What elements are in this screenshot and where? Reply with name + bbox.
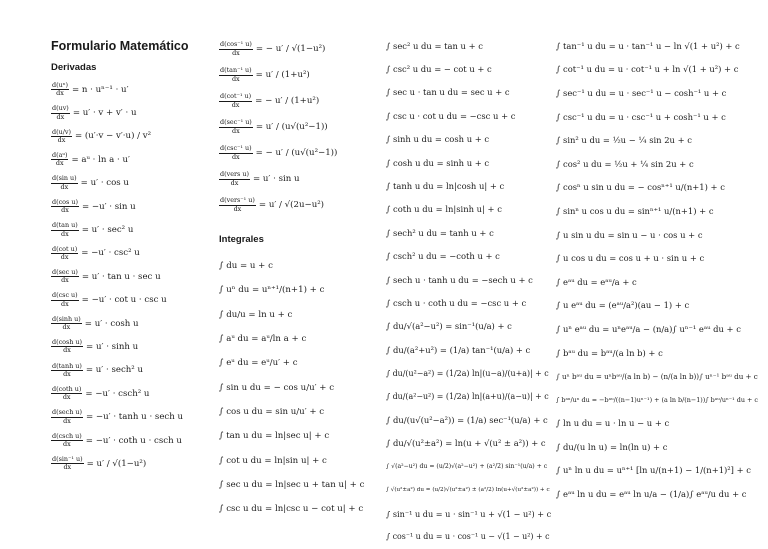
derivative-fraction xyxy=(219,41,253,57)
formula-text: ∫ √(u²±a²) du = (u/2)√(u²±a²) ± (a²/2) ln(u+√(u²±a²)) + c xyxy=(386,487,550,494)
integral-formula xyxy=(386,432,551,455)
formula-text: ∫ du/(a²−u²) = (1/2a) ln|(a+u)/(a−u)| + c xyxy=(386,392,549,402)
integral-formula xyxy=(219,375,379,399)
formula-result: = u′ / (u√(u²−1)) xyxy=(255,122,328,132)
derivative-fraction xyxy=(51,82,69,98)
fraction-numerator: d(sin u) xyxy=(52,174,77,183)
fraction-denominator: dx xyxy=(60,182,69,191)
formula-text: ∫ eᵃᵘ ln u du = eᵃᵘ ln u/a − (1/a)∫ eᵃᵘ/u du + c xyxy=(556,489,747,500)
integral-formula xyxy=(556,34,761,58)
fraction-numerator: d(tan u) xyxy=(52,221,78,230)
integral-formula xyxy=(556,128,761,152)
derivative-fraction xyxy=(51,409,83,425)
derivative-list-2 xyxy=(219,36,379,218)
integral-list-2 xyxy=(386,34,551,549)
integral-formula xyxy=(386,81,551,104)
integral-formula xyxy=(556,105,761,129)
derivative-fraction xyxy=(51,456,84,472)
formula-result: = −u′ · csc² u xyxy=(81,248,140,259)
fraction-numerator: d(csc⁻¹ u) xyxy=(220,144,252,153)
derivative-fraction xyxy=(51,222,79,238)
fraction-denominator: dx xyxy=(63,416,71,425)
derivative-formula xyxy=(51,242,211,265)
section-heading-derivatives: Derivadas xyxy=(51,62,97,73)
fraction-numerator: d(uv) xyxy=(52,104,69,113)
section-heading-integrals: Integrales xyxy=(219,234,264,245)
integral-formula xyxy=(556,246,761,270)
fraction-denominator: dx xyxy=(60,252,69,261)
formula-result: = −u′ · sin u xyxy=(81,201,136,212)
formula-result: = −u′ · cot u · csc u xyxy=(81,295,167,306)
fraction-denominator: dx xyxy=(231,152,240,161)
integral-formula xyxy=(219,448,379,472)
integral-formula xyxy=(386,478,551,501)
formula-text: ∫ du/√(a²−u²) = sin⁻¹(u/a) + c xyxy=(386,321,512,332)
formula-text: ∫ du/√(u²±a²) = ln(u + √(u² ± a²)) + c xyxy=(386,438,546,449)
derivative-formula xyxy=(51,172,211,195)
derivative-fraction xyxy=(51,246,78,262)
formula-text: ∫ du = u + c xyxy=(219,261,273,272)
formula-result: = −u′ · csch² u xyxy=(85,388,150,399)
derivative-fraction xyxy=(51,129,72,145)
fraction-numerator: d(cosh u) xyxy=(52,338,83,347)
formula-text: ∫ √(a²−u²) du = (u/2)√(a²−u²) + (a²/2) sin⁻¹(u/a) + c xyxy=(386,463,548,471)
integral-formula xyxy=(556,294,761,318)
formula-text: ∫ coth u du = ln|sinh u| + c xyxy=(386,204,502,215)
derivative-formula xyxy=(219,166,379,192)
formula-text: ∫ sinⁿ u cos u du = sinⁿ⁺¹ u/(n+1) + c xyxy=(556,205,714,216)
formula-text: ∫ cot⁻¹ u du = u · cot⁻¹ u + ln √(1 + u²) + c xyxy=(556,64,739,75)
formula-text: ∫ sech u · tanh u du = −sech u + c xyxy=(386,274,533,285)
formula-text: ∫ cos² u du = ½u + ¼ sin 2u + c xyxy=(556,158,694,169)
fraction-numerator: d(coth u) xyxy=(52,384,82,393)
integral-formula xyxy=(556,81,761,105)
formula-text: ∫ csc⁻¹ u du = u · csc⁻¹ u + cosh⁻¹ u + c xyxy=(556,111,726,122)
formula-result: = u′ / (1+u²) xyxy=(255,70,310,80)
formula-text: ∫ ln u du = u · ln u − u + c xyxy=(556,418,670,429)
derivative-fraction xyxy=(51,433,83,449)
fraction-denominator: dx xyxy=(233,204,242,213)
fraction-numerator: d(csch u) xyxy=(52,431,82,440)
formula-text: ∫ csc² u du = − cot u + c xyxy=(386,64,492,75)
derivative-formula xyxy=(219,88,379,114)
fraction-denominator: dx xyxy=(61,206,69,215)
formula-result: = u′ · sinh u xyxy=(86,341,139,352)
column-integrals-3 xyxy=(556,34,761,506)
formula-text: ∫ sech² u du = tanh u + c xyxy=(386,227,494,238)
integral-formula xyxy=(556,459,761,483)
integral-formula xyxy=(386,245,551,268)
derivative-fraction xyxy=(51,152,68,168)
formula-text: ∫ csch u · coth u du = −csc u + c xyxy=(386,297,527,308)
fraction-denominator: dx xyxy=(60,299,69,308)
derivative-fraction xyxy=(51,386,82,402)
integral-formula xyxy=(556,223,761,247)
fraction-denominator: dx xyxy=(231,100,240,109)
derivative-fraction xyxy=(51,292,79,308)
derivative-fraction xyxy=(51,105,70,121)
integral-formula xyxy=(219,351,379,375)
integral-formula xyxy=(219,473,379,497)
derivative-fraction xyxy=(219,171,250,187)
integral-formula xyxy=(556,412,761,436)
formula-text: ∫ aᵘ du = aᵘ/ln a + c xyxy=(219,334,307,345)
derivative-formula xyxy=(51,195,211,218)
fraction-numerator: d(cos u) xyxy=(52,197,78,206)
formula-text: ∫ u cos u du = cos u + u · sin u + c xyxy=(556,253,705,264)
integral-formula xyxy=(219,303,379,327)
derivative-fraction xyxy=(219,197,256,213)
derivative-formula xyxy=(51,382,211,405)
integral-formula xyxy=(556,341,761,365)
integral-formula xyxy=(556,152,761,176)
derivative-fraction xyxy=(51,339,83,355)
fraction-denominator: dx xyxy=(63,346,71,355)
formula-text: ∫ u sin u du = sin u − u · cos u + c xyxy=(556,229,703,240)
formula-text: ∫ sec u · tan u du = sec u + c xyxy=(386,87,510,98)
fraction-numerator: d(vers⁻¹ u) xyxy=(220,196,255,205)
fraction-denominator: dx xyxy=(63,369,71,378)
fraction-numerator: d(aᵘ) xyxy=(52,151,68,159)
integral-formula xyxy=(386,34,551,57)
fraction-numerator: d(cot u) xyxy=(52,244,78,253)
formula-text: ∫ du/u = ln u + c xyxy=(219,309,293,320)
derivative-formula xyxy=(219,36,379,62)
integral-formula xyxy=(386,502,551,525)
formula-result: = u′ · cos u xyxy=(80,178,129,189)
formula-text: ∫ tan⁻¹ u du = u · tan⁻¹ u − ln √(1 + u²) + c xyxy=(556,40,740,51)
formula-result: = − u′ / (u√(u²−1)) xyxy=(255,148,338,158)
derivative-formula xyxy=(51,125,211,148)
formula-text: ∫ sec⁻¹ u du = u · sec⁻¹ u − cosh⁻¹ u + c xyxy=(556,87,727,98)
formula-text: ∫ sec u du = ln|sec u + tan u| + c xyxy=(219,479,365,490)
integral-formula xyxy=(556,176,761,200)
integral-formula xyxy=(386,291,551,314)
fraction-denominator: dx xyxy=(62,393,71,402)
integral-formula xyxy=(386,408,551,431)
formula-result: = −u′ · coth u · csch u xyxy=(85,435,182,446)
derivative-fraction xyxy=(51,269,79,285)
formula-text: ∫ csc u du = ln|csc u − cot u| + c xyxy=(219,504,364,515)
fraction-denominator: dx xyxy=(57,135,66,144)
formula-result: = − u′ / (1+u²) xyxy=(255,96,320,106)
derivative-fraction xyxy=(51,363,83,379)
integral-formula xyxy=(219,424,379,448)
formula-result: = (u′·v − v′·u) / v² xyxy=(74,131,152,142)
formula-text: ∫ tan u du = ln|sec u| + c xyxy=(219,431,330,442)
integral-formula xyxy=(219,497,379,521)
fraction-numerator: d(sec u) xyxy=(52,267,78,276)
formula-text: ∫ cosⁿ u sin u du = − cosⁿ⁺¹ u/(n+1) + c xyxy=(556,182,725,193)
derivative-fraction xyxy=(51,316,82,332)
formula-result: = − u′ / √(1−u²) xyxy=(255,44,326,54)
integral-formula xyxy=(556,199,761,223)
formula-text: ∫ cot u du = ln|sin u| + c xyxy=(219,455,327,466)
integral-formula xyxy=(556,364,761,388)
integral-formula xyxy=(219,254,379,278)
derivative-formula xyxy=(219,192,379,218)
fraction-denominator: dx xyxy=(231,74,240,83)
fraction-numerator: d(cos⁻¹ u) xyxy=(220,40,252,49)
derivative-formula xyxy=(51,335,211,358)
fraction-denominator: dx xyxy=(61,276,69,285)
integral-formula xyxy=(386,455,551,478)
derivative-formula xyxy=(51,265,211,288)
derivative-formula xyxy=(219,140,379,166)
integral-formula xyxy=(386,57,551,80)
formula-text: ∫ du/(u√(u²−a²)) = (1/a) sec⁻¹(u/a) + c xyxy=(386,414,548,425)
integral-formula xyxy=(386,385,551,408)
derivative-formula xyxy=(51,452,211,475)
formula-text: ∫ du/(u ln u) = ln(ln u) + c xyxy=(556,441,668,452)
fraction-numerator: d(u/v) xyxy=(52,127,71,136)
derivative-formula xyxy=(51,359,211,382)
formula-text: ∫ u eᵃᵘ du = (eᵃᵘ/a²)(au − 1) + c xyxy=(556,300,690,311)
integral-formula xyxy=(386,315,551,338)
fraction-numerator: d(vers u) xyxy=(220,170,249,179)
column-derivatives-1 xyxy=(51,34,211,476)
fraction-numerator: d(sin⁻¹ u) xyxy=(52,455,83,464)
fraction-denominator: dx xyxy=(232,126,240,135)
fraction-denominator: dx xyxy=(232,48,240,57)
derivative-formula xyxy=(51,405,211,428)
column-integrals-2 xyxy=(386,34,551,549)
formula-result: = −u′ · tanh u · sech u xyxy=(85,412,184,423)
formula-text: ∫ cos u du = sin u/u′ + c xyxy=(219,406,325,417)
fraction-numerator: d(sech u) xyxy=(52,408,82,417)
integral-formula xyxy=(386,174,551,197)
fraction-denominator: dx xyxy=(62,323,71,332)
derivative-formula xyxy=(51,218,211,241)
integral-formula xyxy=(386,338,551,361)
derivative-fraction xyxy=(219,93,252,109)
derivative-formula xyxy=(219,114,379,140)
integral-formula xyxy=(386,198,551,221)
fraction-denominator: dx xyxy=(230,178,239,187)
formula-text: ∫ csc u · cot u du = −csc u + c xyxy=(386,110,516,121)
derivative-fraction xyxy=(219,145,253,161)
derivative-fraction xyxy=(219,67,253,83)
fraction-numerator: d(uⁿ) xyxy=(52,80,68,89)
formula-result: = u′ · cosh u xyxy=(84,318,139,329)
derivative-formula xyxy=(219,62,379,88)
derivative-formula xyxy=(51,429,211,452)
fraction-numerator: d(sinh u) xyxy=(52,314,81,323)
formula-text: ∫ uⁿ eᵃᵘ du = uⁿeᵃᵘ/a − (n/a)∫ uⁿ⁻¹ eᵃᵘ du + c xyxy=(556,323,741,334)
fraction-denominator: dx xyxy=(56,89,64,98)
integral-formula xyxy=(219,327,379,351)
formula-result: = n · uⁿ⁻¹ · u′ xyxy=(71,84,129,95)
formula-text: ∫ csch² u du = −coth u + c xyxy=(386,251,500,262)
integral-formula xyxy=(556,482,761,506)
integral-formula xyxy=(386,221,551,244)
integral-formula xyxy=(556,58,761,82)
formula-text: ∫ eᵘ du = eᵘ/u′ + c xyxy=(219,358,298,369)
formula-result: = u′ / √(1−u²) xyxy=(86,458,147,469)
integral-formula xyxy=(219,278,379,302)
formula-result: = u′ · sec² u xyxy=(81,225,134,236)
derivative-list-1 xyxy=(51,78,211,476)
fraction-denominator: dx xyxy=(63,440,71,449)
formula-result: = u′ · tan u · sec u xyxy=(81,271,161,282)
integral-formula xyxy=(386,268,551,291)
formula-text: ∫ du/(u²−a²) = (1/2a) ln|(u−a)/(u+a)| + c xyxy=(386,368,549,378)
formula-text: ∫ du/(a²+u²) = (1/a) tan⁻¹(u/a) + c xyxy=(386,344,531,355)
fraction-numerator: d(csc u) xyxy=(52,291,78,300)
fraction-denominator: dx xyxy=(55,159,64,168)
formula-text: ∫ sin u du = − cos u/u′ + c xyxy=(219,382,335,393)
page-title: Formulario Matemático xyxy=(51,39,189,53)
integral-formula xyxy=(386,151,551,174)
formula-text: ∫ cos⁻¹ u du = u · cos⁻¹ u − √(1 − u²) + c xyxy=(386,532,550,542)
formula-text: ∫ sin⁻¹ u du = u · sin⁻¹ u + √(1 − u²) + c xyxy=(386,508,552,519)
integral-formula xyxy=(556,435,761,459)
derivative-formula xyxy=(51,101,211,124)
formula-text: ∫ eᵃᵘ du = eᵃᵘ/a + c xyxy=(556,276,637,287)
formula-result: = aᵘ · ln a · u′ xyxy=(71,154,130,165)
integral-formula xyxy=(219,400,379,424)
column-derivatives-integrals xyxy=(219,36,379,521)
formula-result: = u′ · sech² u xyxy=(85,365,144,376)
formula-result: = u′ · sin u xyxy=(252,174,300,184)
formula-text: ∫ uⁿ du = uⁿ⁺¹/(n+1) + c xyxy=(219,285,325,296)
formula-text: ∫ tanh u du = ln|cosh u| + c xyxy=(386,181,505,192)
fraction-numerator: d(sec⁻¹ u) xyxy=(220,118,252,127)
integral-list-3 xyxy=(556,34,761,506)
formula-text: ∫ bᵃᵘ/uⁿ du = −bᵃᵘ/((n−1)uⁿ⁻¹) + (a ln b/(n−1))∫ bᵃᵘ/uⁿ⁻¹ du + c xyxy=(556,395,758,404)
formula-result: = u′ · v + v′ · u xyxy=(72,108,137,119)
formula-text: ∫ sec² u du = tan u + c xyxy=(386,40,483,51)
fraction-numerator: d(tanh u) xyxy=(52,361,82,370)
integral-formula xyxy=(556,270,761,294)
fraction-denominator: dx xyxy=(63,463,72,472)
integral-list-1 xyxy=(219,254,379,521)
fraction-numerator: d(tan⁻¹ u) xyxy=(220,66,252,75)
formula-text: ∫ uⁿ ln u du = uⁿ⁺¹ [ln u/(n+1) − 1/(n+1)²] + c xyxy=(556,465,751,476)
derivative-fraction xyxy=(51,199,79,215)
derivative-fraction xyxy=(51,175,78,191)
formula-result: = u′ / √(2u−u²) xyxy=(258,200,325,210)
formula-text: ∫ uⁿ bᵃᵘ du = uⁿbᵃᵘ/(a ln b) − (n/(a ln b))∫ uⁿ⁻¹ bᵃᵘ du + c xyxy=(556,371,758,381)
derivative-formula xyxy=(51,289,211,312)
formula-text: ∫ bᵃᵘ du = bᵃᵘ/(a ln b) + c xyxy=(556,347,663,358)
integral-formula xyxy=(556,317,761,341)
derivative-formula xyxy=(51,312,211,335)
formula-text: ∫ sinh u du = cosh u + c xyxy=(386,134,490,145)
fraction-numerator: d(cot⁻¹ u) xyxy=(220,92,252,101)
fraction-denominator: dx xyxy=(61,229,69,238)
formula-text: ∫ sin² u du = ½u − ¼ sin 2u + c xyxy=(556,135,692,146)
integral-formula xyxy=(386,104,551,127)
integral-formula xyxy=(556,388,761,412)
integral-formula xyxy=(386,525,551,548)
derivative-formula xyxy=(51,148,211,171)
integral-formula xyxy=(386,128,551,151)
fraction-denominator: dx xyxy=(56,112,65,121)
derivative-formula xyxy=(51,78,211,101)
derivative-fraction xyxy=(219,119,253,135)
integral-formula xyxy=(386,361,551,384)
formula-text: ∫ cosh u du = sinh u + c xyxy=(386,157,490,168)
